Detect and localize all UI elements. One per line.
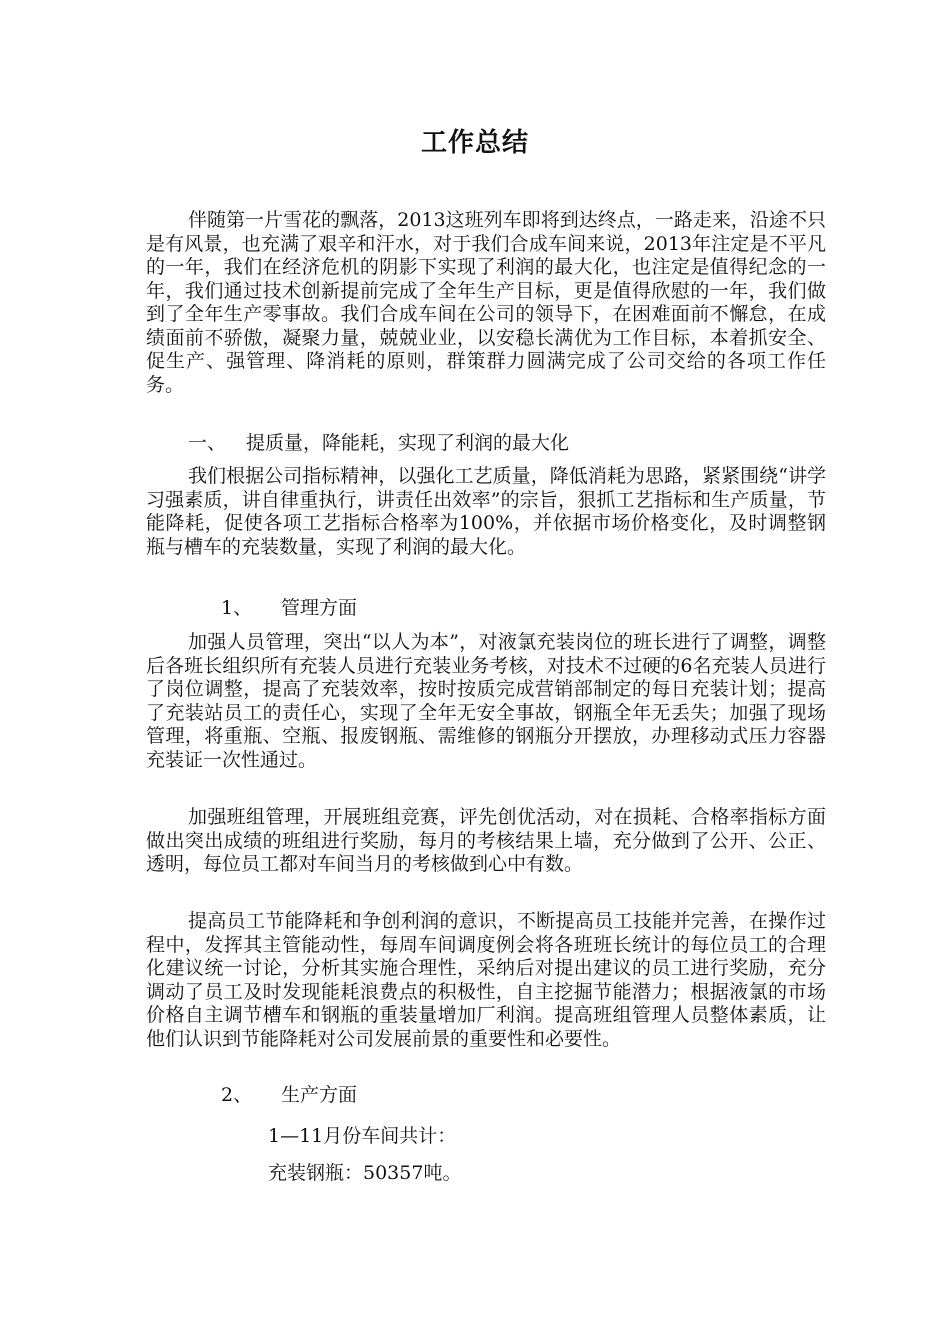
management-paragraph-1: 加强人员管理，突出“以人为本”，对液氯充装岗位的班长进行了调整，调整后各班长组织所有充装人员进行充装业务考核，对技术不过硬的6名充装人员进行了岗位调整，提高了充装效率，按时按质完成营销部制定的每日充装计划；提高了充装站员工的责任心，实现了全年无安全事故，钢瓶全年无丢失；加强了现场管理，将重瓶、空瓶、报废钢瓶、需维修的钢瓶分开摆放，办理移动式压力容器充装证一次性通过。 [146, 631, 826, 771]
section-1-heading [188, 432, 569, 456]
subsection-1-heading [221, 597, 357, 621]
section-1-title: 提质量，降能耗，实现了利润的最大化 [246, 432, 570, 454]
management-paragraph-3: 提高员工节能降耗和争创利润的意识，不断提高员工技能并完善，在操作过程中，发挥其主管能动性，每周车间调度例会将各班班长统计的每位员工的合理化建议统一讨论，分析其实施合理性，采纳后对提出建议的员工进行奖励，充分调动了员工及时发现能耗浪费点的积极性，自主挖掘节能潜力；根据液氯的市场价格自主调节槽车和钢瓶的重装量增加厂利润。提高班组管理人员整体素质，让他们认识到节能降耗对公司发展前景的重要性和必要性。 [146, 910, 826, 1050]
subsection-1-title: 管理方面 [281, 597, 358, 619]
production-total-line: 1—11月份车间共计： [268, 1125, 457, 1147]
subsection-2-title: 生产方面 [281, 1084, 358, 1106]
subsection-2-heading [221, 1084, 357, 1108]
document-title: 工作总结 [420, 128, 529, 158]
cylinder-filling-line: 充装钢瓶：50357吨。 [268, 1162, 462, 1184]
intro-paragraph: 伴随第一片雪花的飘落，2013这班列车即将到达终点，一路走来，沿途不只是有风景，也充满了艰辛和汗水，对于我们合成车间来说，2013年注定是不平凡的一年，我们在经济危机的阴影下实现了利润的最大化，也注定是值得纪念的一年，我们通过技术创新提前完成了全年生产目标，更是值得欣慰的一年，我们做到了全年生产零事故。我们合成车间在公司的领导下，在困难面前不懈怠，在成绩面前不骄傲，凝聚力量，兢兢业业，以安稳长满优为工作目标，本着抓安全、促生产、强管理、降消耗的原则，群策群力圆满完成了公司交给的各项工作任务。 [146, 209, 826, 396]
subsection-2-number: 2、 [221, 1084, 253, 1106]
management-paragraph-2: 加强班组管理，开展班组竞赛，评先创优活动，对在损耗、合格率指标方面做出突出成绩的班组进行奖励，每月的考核结果上墙，充分做到了公开、公正、透明，每位员工都对车间当月的考核做到心中有数。 [146, 806, 826, 875]
subsection-1-number: 1、 [221, 597, 253, 619]
section-1-number: 一、 [188, 432, 227, 454]
section-1-paragraph: 我们根据公司指标精神，以强化工艺质量，降低消耗为思路，紧紧围绕“讲学习强素质，讲自律重执行，讲责任出效率”的宗旨，狠抓工艺指标和生产质量，节能降耗，促使各项工艺指标合格率为100%，并依据市场价格变化，及时调整钢瓶与槽车的充装数量，实现了利润的最大化。 [146, 465, 826, 558]
